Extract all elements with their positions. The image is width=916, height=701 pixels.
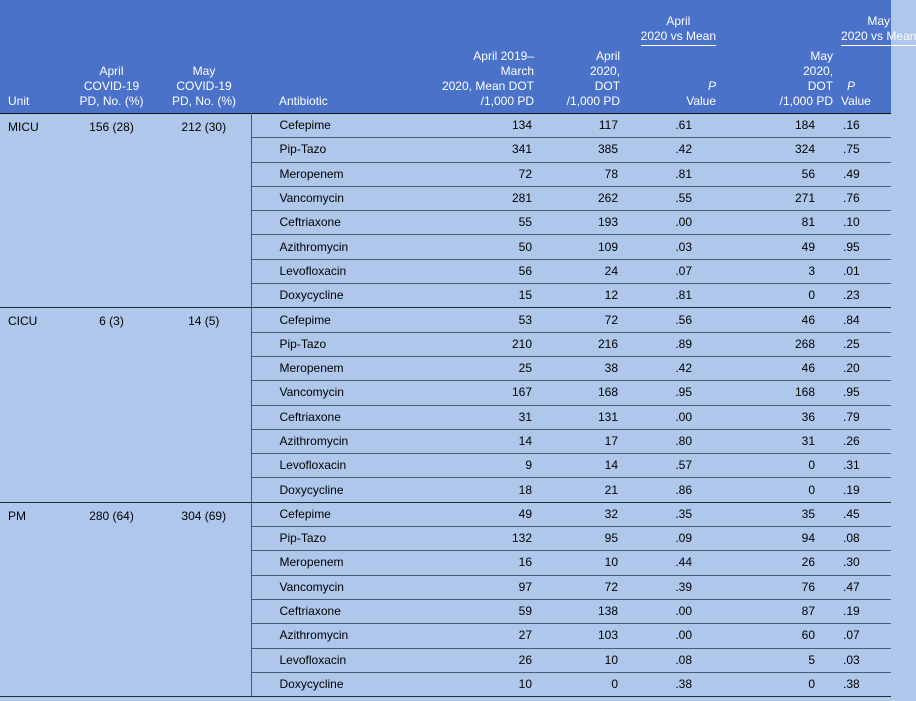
may-dot-cell: 56 bbox=[720, 162, 837, 186]
may-p-cell: .07 bbox=[837, 624, 891, 648]
april-dot-cell: 193 bbox=[538, 211, 624, 235]
april-dot-cell: 10 bbox=[538, 648, 624, 672]
may-p-cell: .03 bbox=[837, 648, 891, 672]
may-p-cell: .10 bbox=[837, 211, 891, 235]
unit-cell: PM bbox=[0, 502, 66, 696]
may-p-cell: .95 bbox=[837, 235, 891, 259]
may-p-cell: .45 bbox=[837, 502, 891, 526]
may-p-cell: .95 bbox=[837, 381, 891, 405]
may-dot-cell: 49 bbox=[720, 235, 837, 259]
april-dot-cell: 0 bbox=[538, 672, 624, 696]
antibiotic-cell: Doxycycline bbox=[251, 672, 406, 696]
april-dot-cell: 385 bbox=[538, 138, 624, 162]
april-p-cell: .00 bbox=[624, 211, 720, 235]
may-p-cell: .20 bbox=[837, 356, 891, 380]
april-dot-cell: 17 bbox=[538, 429, 624, 453]
header-label-row bbox=[0, 46, 891, 114]
header-group-row bbox=[0, 0, 891, 46]
april-dot-cell: 109 bbox=[538, 235, 624, 259]
may-p-cell: .30 bbox=[837, 551, 891, 575]
april-dot-cell: 72 bbox=[538, 575, 624, 599]
may-p-cell: .01 bbox=[837, 259, 891, 283]
antibiotic-cell: Ceftriaxone bbox=[251, 599, 406, 623]
antibiotic-cell: Cefepime bbox=[251, 114, 406, 138]
may-p-cell: .47 bbox=[837, 575, 891, 599]
unit-cell: CICU bbox=[0, 308, 66, 502]
may-dot-cell: 0 bbox=[720, 478, 837, 502]
antibiotic-cell: Cefepime bbox=[251, 308, 406, 332]
april-p-cell: .35 bbox=[624, 502, 720, 526]
may-dot-cell: 94 bbox=[720, 527, 837, 551]
may-p-cell: .23 bbox=[837, 284, 891, 308]
mean-dot-cell: 26 bbox=[406, 648, 538, 672]
mean-dot-cell: 281 bbox=[406, 186, 538, 210]
april-dot-cell: 95 bbox=[538, 527, 624, 551]
april-p-cell: .55 bbox=[624, 186, 720, 210]
mean-dot-cell: 25 bbox=[406, 356, 538, 380]
may-dot-cell: 271 bbox=[720, 186, 837, 210]
may-p-cell: .19 bbox=[837, 478, 891, 502]
mean-dot-cell: 132 bbox=[406, 527, 538, 551]
unit-column-header: Unit bbox=[0, 46, 66, 114]
may-dot-cell: 324 bbox=[720, 138, 837, 162]
antibiotic-column-header: Antibiotic bbox=[251, 46, 406, 114]
may-p-cell: .49 bbox=[837, 162, 891, 186]
antibiotic-cell: Doxycycline bbox=[251, 284, 406, 308]
table-row bbox=[0, 308, 891, 332]
may-dot-cell: 81 bbox=[720, 211, 837, 235]
mean-dot-cell: 72 bbox=[406, 162, 538, 186]
mean-dot-cell: 16 bbox=[406, 551, 538, 575]
antibiotic-cell: Levofloxacin bbox=[251, 648, 406, 672]
table-row bbox=[0, 502, 891, 526]
may-dot-cell: 35 bbox=[720, 502, 837, 526]
may-dot-cell: 168 bbox=[720, 381, 837, 405]
antibiotic-cell: Pip-Tazo bbox=[251, 527, 406, 551]
april-p-cell: .07 bbox=[624, 259, 720, 283]
mean-dot-cell: 210 bbox=[406, 332, 538, 356]
antibiotic-cell: Meropenem bbox=[251, 551, 406, 575]
antibiotic-cell: Azithromycin bbox=[251, 624, 406, 648]
april-p-cell: .03 bbox=[624, 235, 720, 259]
antibiotic-cell: Vancomycin bbox=[251, 575, 406, 599]
may-p-cell: .76 bbox=[837, 186, 891, 210]
may-pd-cell: 304 (69) bbox=[157, 502, 251, 696]
may-dot-column-header: May 2020, DOT /1,000 PD bbox=[720, 46, 837, 114]
april-p-cell: .09 bbox=[624, 527, 720, 551]
april-p-cell: .81 bbox=[624, 162, 720, 186]
april-p-cell: .81 bbox=[624, 284, 720, 308]
mean-dot-cell: 9 bbox=[406, 454, 538, 478]
may-p-cell: .84 bbox=[837, 308, 891, 332]
may-dot-cell: 36 bbox=[720, 405, 837, 429]
antibiotic-cell: Vancomycin bbox=[251, 381, 406, 405]
antibiotic-cell: Vancomycin bbox=[251, 186, 406, 210]
april-p-cell: .95 bbox=[624, 381, 720, 405]
may-p-cell: .08 bbox=[837, 527, 891, 551]
april-dot-cell: 103 bbox=[538, 624, 624, 648]
april-dot-cell: 38 bbox=[538, 356, 624, 380]
mean-dot-cell: 134 bbox=[406, 114, 538, 138]
mean-dot-cell: 15 bbox=[406, 284, 538, 308]
antibiotic-cell: Doxycycline bbox=[251, 478, 406, 502]
table-row bbox=[0, 114, 891, 138]
may-dot-cell: 87 bbox=[720, 599, 837, 623]
may-dot-cell: 3 bbox=[720, 259, 837, 283]
april-vs-mean-group-header: April 2020 vs Mean bbox=[624, 0, 720, 46]
april-p-cell: .44 bbox=[624, 551, 720, 575]
april-p-cell: .80 bbox=[624, 429, 720, 453]
april-dot-cell: 117 bbox=[538, 114, 624, 138]
april-p-cell: .00 bbox=[624, 599, 720, 623]
may-dot-cell: 46 bbox=[720, 356, 837, 380]
table-body bbox=[0, 114, 891, 697]
antibiotic-cell: Pip-Tazo bbox=[251, 138, 406, 162]
april-p-cell: .39 bbox=[624, 575, 720, 599]
antibiotic-cell: Ceftriaxone bbox=[251, 211, 406, 235]
april-dot-cell: 14 bbox=[538, 454, 624, 478]
april-dot-cell: 32 bbox=[538, 502, 624, 526]
april-pd-column-header: April COVID-19 PD, No. (%) bbox=[66, 46, 157, 114]
may-dot-cell: 46 bbox=[720, 308, 837, 332]
may-pd-cell: 14 (5) bbox=[157, 308, 251, 502]
antibiotic-cell: Azithromycin bbox=[251, 235, 406, 259]
april-pd-cell: 6 (3) bbox=[66, 308, 157, 502]
april-p-cell: .57 bbox=[624, 454, 720, 478]
may-p-cell: .38 bbox=[837, 672, 891, 696]
may-dot-cell: 76 bbox=[720, 575, 837, 599]
may-p-cell: .79 bbox=[837, 405, 891, 429]
mean-dot-cell: 55 bbox=[406, 211, 538, 235]
may-dot-cell: 60 bbox=[720, 624, 837, 648]
antibiotic-cell: Meropenem bbox=[251, 356, 406, 380]
april-dot-cell: 21 bbox=[538, 478, 624, 502]
april-dot-cell: 168 bbox=[538, 381, 624, 405]
antibiotic-cell: Azithromycin bbox=[251, 429, 406, 453]
may-dot-cell: 26 bbox=[720, 551, 837, 575]
mean-dot-cell: 49 bbox=[406, 502, 538, 526]
may-p-cell: .31 bbox=[837, 454, 891, 478]
april-p-cell: .56 bbox=[624, 308, 720, 332]
april-dot-column-header: April 2020, DOT /1,000 PD bbox=[538, 46, 624, 114]
may-dot-cell: 268 bbox=[720, 332, 837, 356]
april-dot-cell: 72 bbox=[538, 308, 624, 332]
mean-dot-cell: 53 bbox=[406, 308, 538, 332]
may-pd-column-header: May COVID-19 PD, No. (%) bbox=[157, 46, 251, 114]
mean-dot-cell: 27 bbox=[406, 624, 538, 648]
april-dot-cell: 10 bbox=[538, 551, 624, 575]
april-p-cell: .08 bbox=[624, 648, 720, 672]
april-dot-cell: 138 bbox=[538, 599, 624, 623]
mean-dot-cell: 31 bbox=[406, 405, 538, 429]
may-p-value-column-header: P Value bbox=[837, 46, 891, 114]
may-dot-cell: 184 bbox=[720, 114, 837, 138]
antibiotic-cell: Levofloxacin bbox=[251, 454, 406, 478]
april-dot-cell: 216 bbox=[538, 332, 624, 356]
mean-dot-column-header: April 2019– March 2020, Mean DOT /1,000 PD bbox=[406, 46, 538, 114]
mean-dot-cell: 14 bbox=[406, 429, 538, 453]
mean-dot-cell: 59 bbox=[406, 599, 538, 623]
april-dot-cell: 262 bbox=[538, 186, 624, 210]
may-p-cell: .16 bbox=[837, 114, 891, 138]
may-vs-mean-group-header: May 2020 vs Mean bbox=[837, 0, 891, 46]
april-dot-cell: 131 bbox=[538, 405, 624, 429]
mean-dot-cell: 18 bbox=[406, 478, 538, 502]
april-p-cell: .38 bbox=[624, 672, 720, 696]
april-p-cell: .61 bbox=[624, 114, 720, 138]
antibiotic-cell: Meropenem bbox=[251, 162, 406, 186]
may-p-cell: .19 bbox=[837, 599, 891, 623]
april-p-cell: .00 bbox=[624, 624, 720, 648]
antibiotic-cell: Levofloxacin bbox=[251, 259, 406, 283]
april-p-cell: .42 bbox=[624, 138, 720, 162]
may-p-cell: .75 bbox=[837, 138, 891, 162]
april-p-cell: .00 bbox=[624, 405, 720, 429]
april-dot-cell: 78 bbox=[538, 162, 624, 186]
may-dot-cell: 0 bbox=[720, 454, 837, 478]
may-dot-cell: 0 bbox=[720, 672, 837, 696]
may-p-cell: .26 bbox=[837, 429, 891, 453]
mean-dot-cell: 341 bbox=[406, 138, 538, 162]
april-p-cell: .42 bbox=[624, 356, 720, 380]
april-p-cell: .89 bbox=[624, 332, 720, 356]
april-pd-cell: 156 (28) bbox=[66, 114, 157, 308]
unit-cell: MICU bbox=[0, 114, 66, 308]
mean-dot-cell: 50 bbox=[406, 235, 538, 259]
may-dot-cell: 31 bbox=[720, 429, 837, 453]
may-pd-cell: 212 (30) bbox=[157, 114, 251, 308]
may-p-cell: .25 bbox=[837, 332, 891, 356]
april-dot-cell: 12 bbox=[538, 284, 624, 308]
mean-dot-cell: 10 bbox=[406, 672, 538, 696]
antibiotic-cell: Pip-Tazo bbox=[251, 332, 406, 356]
mean-dot-cell: 97 bbox=[406, 575, 538, 599]
mean-dot-cell: 56 bbox=[406, 259, 538, 283]
april-pd-cell: 280 (64) bbox=[66, 502, 157, 696]
mean-dot-cell: 167 bbox=[406, 381, 538, 405]
may-dot-cell: 0 bbox=[720, 284, 837, 308]
april-p-value-column-header: P Value bbox=[624, 46, 720, 114]
antibiotic-cell: Cefepime bbox=[251, 502, 406, 526]
may-dot-cell: 5 bbox=[720, 648, 837, 672]
antibiotic-cell: Ceftriaxone bbox=[251, 405, 406, 429]
april-p-cell: .86 bbox=[624, 478, 720, 502]
april-dot-cell: 24 bbox=[538, 259, 624, 283]
